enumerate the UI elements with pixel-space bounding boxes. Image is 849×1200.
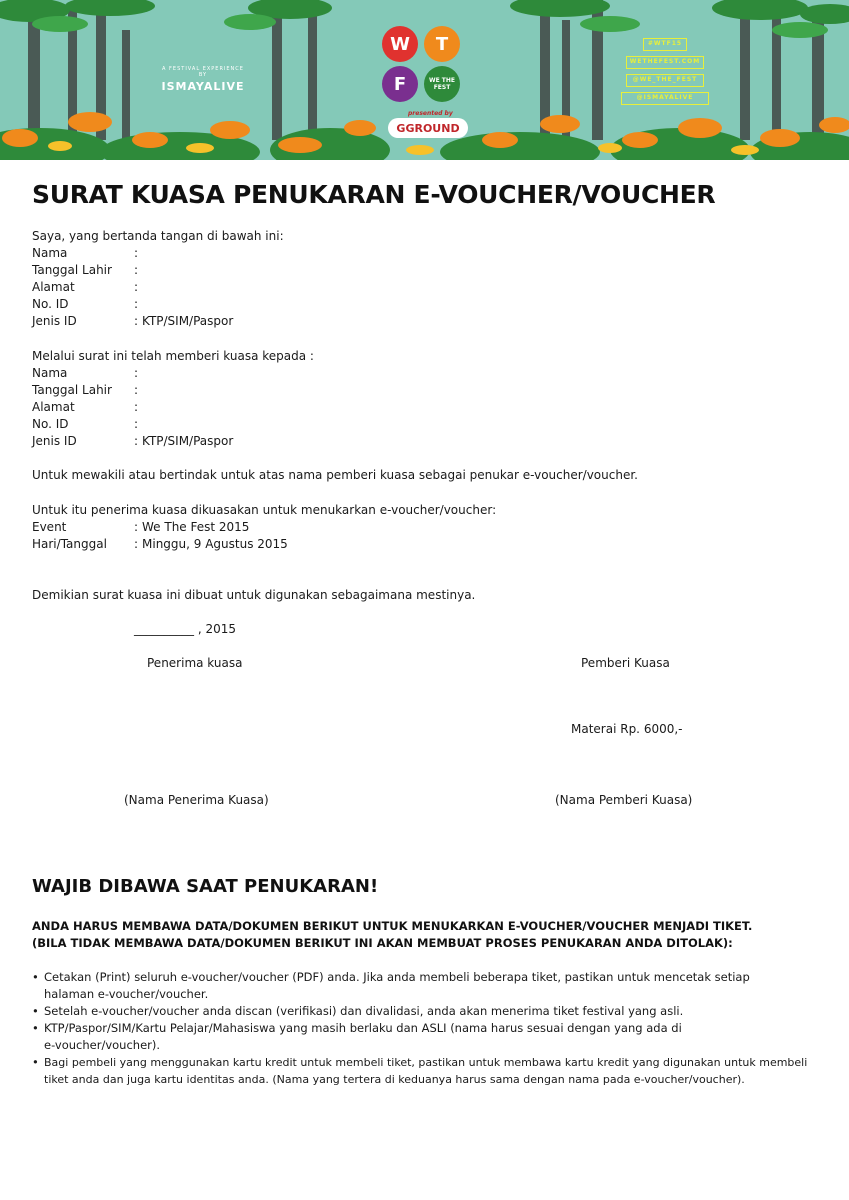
represent-text: Untuk mewakili atau bertindak untuk atas nama pemberi kuasa sebagai penukar e-voucher/voucher. <box>32 468 638 482</box>
notice-heading: WAJIB DIBAWA SAAT PENUKARAN! <box>32 876 379 897</box>
logo-wtf-text: WE THE FEST <box>428 77 456 91</box>
field-value: KTP/SIM/Paspor <box>142 314 234 328</box>
receiver-birthdate-row: Tanggal Lahir : <box>32 383 139 397</box>
date-line: __________ , 2015 <box>134 622 236 636</box>
event-date-row: Hari/Tanggal : Minggu, 9 Agustus 2015 <box>32 537 288 551</box>
social-media-badge: @ISMAYALIVE <box>621 92 709 105</box>
receiver-id-type-row: Jenis ID : KTP/SIM/Paspor <box>32 434 234 448</box>
ismaya-live-logo: ISMAYALIVE <box>161 80 245 93</box>
list-item: • Bagi pembeli yang menggunakan kartu kredit untuk membeli tiket, pastikan untuk membawa kartu kredit yang digunakan untuk membeli tiket anda dan juga kartu identitas anda. (Nama yang tertera di keduanya harus sama dengan nama pada e-voucher/voucher). <box>32 1055 808 1086</box>
logo-t-circle: T <box>424 26 460 62</box>
field-label: Tanggal Lahir <box>32 263 112 277</box>
logo-f-circle: F <box>382 66 418 102</box>
field-label: Event <box>32 520 67 534</box>
stamp-duty-label: Materai Rp. 6000,- <box>571 722 683 736</box>
website-badge: WETHEFEST.COM <box>626 56 704 69</box>
receiver-id-number-row: No. ID : <box>32 417 139 431</box>
field-label: Tanggal Lahir <box>32 383 112 397</box>
field-label: No. ID <box>32 417 69 431</box>
notice-subheading-line-2: (BILA TIDAK MEMBAWA DATA/DOKUMEN BERIKUT INI AKAN MEMBUAT PROSES PENUKARAN ANDA DITOLAK): <box>32 936 733 950</box>
logo-wtf-circle <box>424 66 460 102</box>
field-label: Alamat <box>32 400 75 414</box>
gground-logo: GGROUND <box>388 118 468 138</box>
receiver-name-placeholder: (Nama Penerima Kuasa) <box>124 793 269 807</box>
presented-by-label: presented by <box>408 110 453 117</box>
field-value: KTP/SIM/Paspor <box>142 434 234 448</box>
event-row: Event : We The Fest 2015 <box>32 520 250 534</box>
logo-w-circle: W <box>382 26 418 62</box>
field-label: Hari/Tanggal <box>32 537 107 551</box>
presenter-logo <box>158 66 248 93</box>
field-label: Alamat <box>32 280 75 294</box>
giver-id-type-row: Jenis ID : KTP/SIM/Paspor <box>32 314 234 328</box>
field-label: Jenis ID <box>32 314 77 328</box>
giver-name-placeholder: (Nama Pemberi Kuasa) <box>555 793 693 807</box>
intro-text: Saya, yang bertanda tangan di bawah ini: <box>32 229 284 243</box>
receiver-intro-text: Melalui surat ini telah memberi kuasa kepada : <box>32 349 314 363</box>
field-label: Jenis ID <box>32 434 77 448</box>
giver-name-row: Nama : <box>32 246 139 260</box>
field-value: Minggu, 9 Agustus 2015 <box>142 537 288 551</box>
authorization-text: Untuk itu penerima kuasa dikuasakan untuk menukarkan e-voucher/voucher: <box>32 503 497 517</box>
field-label: Nama <box>32 366 68 380</box>
field-value: We The Fest 2015 <box>142 520 250 534</box>
list-item: • Setelah e-voucher/voucher anda discan (verifikasi) dan divalidasi, anda akan menerima tiket festival yang asli. <box>32 1004 684 1018</box>
giver-address-row: Alamat : <box>32 280 139 294</box>
notice-subheading-line-1: ANDA HARUS MEMBAWA DATA/DOKUMEN BERIKUT UNTUK MENUKARKAN E-VOUCHER/VOUCHER MENJADI TIKET. <box>32 919 753 933</box>
giver-sign-label: Pemberi Kuasa <box>581 656 670 670</box>
receiver-sign-label: Penerima kuasa <box>147 656 243 670</box>
field-label: Nama <box>32 246 68 260</box>
list-item: • KTP/Paspor/SIM/Kartu Pelajar/Mahasiswa yang masih berlaku dan ASLI (nama harus sesuai dengan yang ada di e-voucher/voucher). <box>32 1021 682 1052</box>
list-item: • Cetakan (Print) seluruh e-voucher/voucher (PDF) anda. Jika anda membeli beberapa tiket, pastikan untuk mencetak setiap halaman e-voucher/voucher. <box>32 970 750 1001</box>
presenter-caption: A FESTIVAL EXPERIENCE BY <box>162 66 244 78</box>
receiver-address-row: Alamat : <box>32 400 139 414</box>
social-tags <box>620 38 710 110</box>
hashtag-badge: #WTF15 <box>643 38 687 51</box>
document-title: SURAT KUASA PENUKARAN E-VOUCHER/VOUCHER <box>32 180 716 209</box>
closing-text: Demikian surat kuasa ini dibuat untuk digunakan sebagaimana mestinya. <box>32 588 476 602</box>
giver-birthdate-row: Tanggal Lahir : <box>32 263 139 277</box>
receiver-name-row: Nama : <box>32 366 139 380</box>
giver-id-number-row: No. ID : <box>32 297 139 311</box>
festival-banner <box>0 0 849 160</box>
field-label: No. ID <box>32 297 69 311</box>
instagram-badge: @WE_THE_FEST <box>626 74 704 87</box>
